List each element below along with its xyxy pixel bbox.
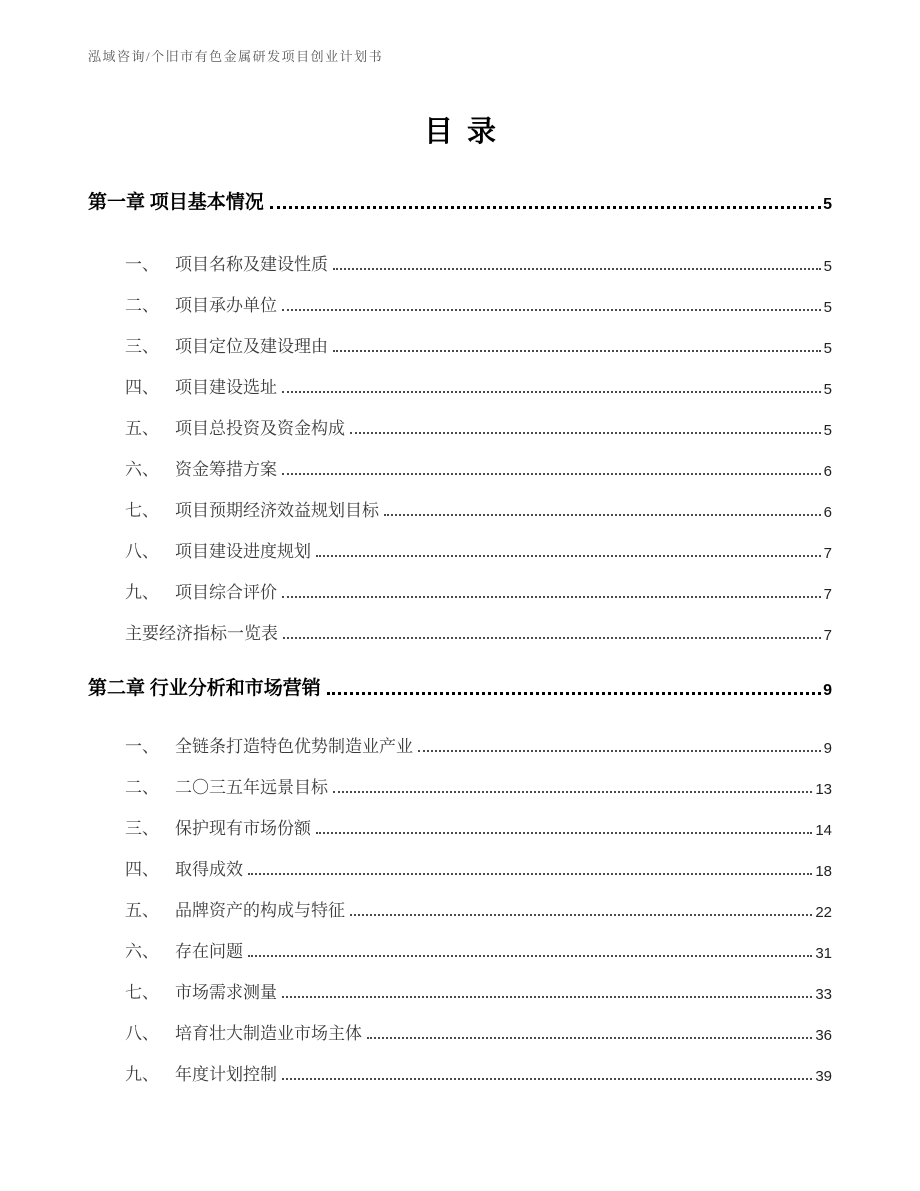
toc-entry-number: 八、	[125, 1024, 159, 1043]
toc-entry-label: 项目建设进度规划	[175, 542, 311, 561]
toc-entry-number: 二、	[125, 778, 159, 797]
toc-entry-page: 14	[815, 822, 832, 839]
toc-entry-page: 9	[823, 740, 832, 757]
toc-entry-label: 取得成效	[175, 860, 243, 879]
toc-entry-page: 7	[823, 627, 832, 644]
toc-entry[interactable]	[125, 798, 832, 839]
toc-entry-label: 资金筹措方案	[175, 460, 277, 479]
dot-leader	[367, 1037, 812, 1039]
toc-chapter-label: 第二章 行业分析和市场营销	[88, 678, 321, 699]
toc-entry-label: 二〇三五年远景目标	[175, 778, 328, 797]
toc-entry-label: 品牌资产的构成与特征	[175, 901, 345, 920]
document-header-text: 泓域咨询/个旧市有色金属研发项目创业计划书	[88, 49, 384, 64]
toc-entry-number: 八、	[125, 542, 159, 561]
dot-leader	[418, 750, 821, 752]
dot-leader	[283, 637, 821, 639]
toc-entry[interactable]	[125, 880, 832, 921]
toc-entry-label: 主要经济指标一览表	[125, 624, 278, 643]
toc-entry-label: 市场需求测量	[175, 983, 277, 1002]
dot-leader	[270, 206, 821, 209]
toc-entry-label: 项目承办单位	[175, 296, 277, 315]
toc-entry-label: 培育壮大制造业市场主体	[175, 1024, 362, 1043]
dot-leader	[282, 1078, 812, 1080]
toc-entry[interactable]	[125, 275, 832, 316]
toc-entry-label: 年度计划控制	[175, 1065, 277, 1084]
toc-title: 目录	[423, 116, 510, 148]
toc-entry-label: 项目名称及建设性质	[175, 255, 328, 274]
toc-entry-page: 39	[815, 1068, 832, 1085]
toc-chapter-entry[interactable]	[88, 186, 832, 214]
toc-entry[interactable]	[125, 521, 832, 562]
toc-entry-page: 6	[823, 463, 832, 480]
toc-entry[interactable]	[125, 603, 832, 644]
toc-entry-number: 九、	[125, 583, 159, 602]
toc-entry-page: 7	[823, 545, 832, 562]
toc-entry-label: 全链条打造特色优势制造业产业	[175, 737, 413, 756]
toc-chapter1-items	[88, 234, 832, 644]
dot-leader	[282, 996, 812, 998]
toc-entry-number: 三、	[125, 337, 159, 356]
toc-entry-page: 5	[823, 299, 832, 316]
dot-leader	[327, 692, 821, 695]
toc-chapter-page: 9	[823, 682, 832, 699]
toc-entry-number: 四、	[125, 378, 159, 397]
dot-leader	[350, 432, 821, 434]
toc-entry-number: 四、	[125, 860, 159, 879]
toc-entry-page: 33	[815, 986, 832, 1003]
toc-entry[interactable]	[125, 234, 832, 275]
toc-entry-number: 五、	[125, 419, 159, 438]
toc-entry[interactable]	[125, 357, 832, 398]
toc-entry-page: 5	[823, 422, 832, 439]
toc-entry-page: 22	[815, 904, 832, 921]
toc-entry-number: 七、	[125, 983, 159, 1002]
toc-entry[interactable]	[125, 439, 832, 480]
toc-entry-number: 六、	[125, 460, 159, 479]
toc-chapter2-items	[88, 716, 832, 1085]
dot-leader	[316, 832, 812, 834]
dot-leader	[282, 309, 821, 311]
toc-entry-page: 5	[823, 258, 832, 275]
toc-entry[interactable]	[125, 1044, 832, 1085]
dot-leader	[333, 791, 812, 793]
toc-entry-number: 六、	[125, 942, 159, 961]
toc-entry[interactable]	[125, 716, 832, 757]
toc-entry[interactable]	[125, 839, 832, 880]
toc-entry-label: 项目综合评价	[175, 583, 277, 602]
toc-entry-page: 18	[815, 863, 832, 880]
toc-entry-label: 项目定位及建设理由	[175, 337, 328, 356]
toc-entry-number: 二、	[125, 296, 159, 315]
toc-entry-label: 项目预期经济效益规划目标	[175, 501, 379, 520]
toc-entry[interactable]	[125, 398, 832, 439]
toc-entry-label: 存在问题	[175, 942, 243, 961]
toc-entry-page: 13	[815, 781, 832, 798]
dot-leader	[248, 873, 812, 875]
table-of-contents	[88, 186, 832, 1085]
dot-leader	[350, 914, 812, 916]
toc-entry-label: 保护现有市场份额	[175, 819, 311, 838]
toc-entry-page: 31	[815, 945, 832, 962]
dot-leader	[333, 350, 821, 352]
dot-leader	[384, 514, 821, 516]
dot-leader	[282, 391, 821, 393]
dot-leader	[316, 555, 821, 557]
toc-entry-page: 36	[815, 1027, 832, 1044]
toc-entry-page: 7	[823, 586, 832, 603]
toc-entry[interactable]	[125, 316, 832, 357]
toc-entry-page: 6	[823, 504, 832, 521]
toc-chapter-page: 5	[823, 196, 832, 213]
toc-entry[interactable]	[125, 757, 832, 798]
dot-leader	[282, 596, 821, 598]
toc-entry[interactable]	[125, 921, 832, 962]
toc-entry[interactable]	[125, 562, 832, 603]
toc-entry-number: 九、	[125, 1065, 159, 1084]
toc-chapter-label: 第一章 项目基本情况	[88, 192, 264, 213]
toc-entry[interactable]	[125, 480, 832, 521]
toc-entry-number: 一、	[125, 737, 159, 756]
dot-leader	[282, 473, 821, 475]
toc-entry-number: 七、	[125, 501, 159, 520]
toc-entry[interactable]	[125, 962, 832, 1003]
toc-entry[interactable]	[125, 1003, 832, 1044]
toc-entry-page: 5	[823, 340, 832, 357]
toc-chapter-entry[interactable]	[88, 672, 832, 700]
toc-entry-label: 项目建设选址	[175, 378, 277, 397]
toc-entry-number: 五、	[125, 901, 159, 920]
dot-leader	[333, 268, 821, 270]
toc-entry-label: 项目总投资及资金构成	[175, 419, 345, 438]
toc-entry-number: 一、	[125, 255, 159, 274]
dot-leader	[248, 955, 812, 957]
toc-entry-page: 5	[823, 381, 832, 398]
toc-entry-number: 三、	[125, 819, 159, 838]
